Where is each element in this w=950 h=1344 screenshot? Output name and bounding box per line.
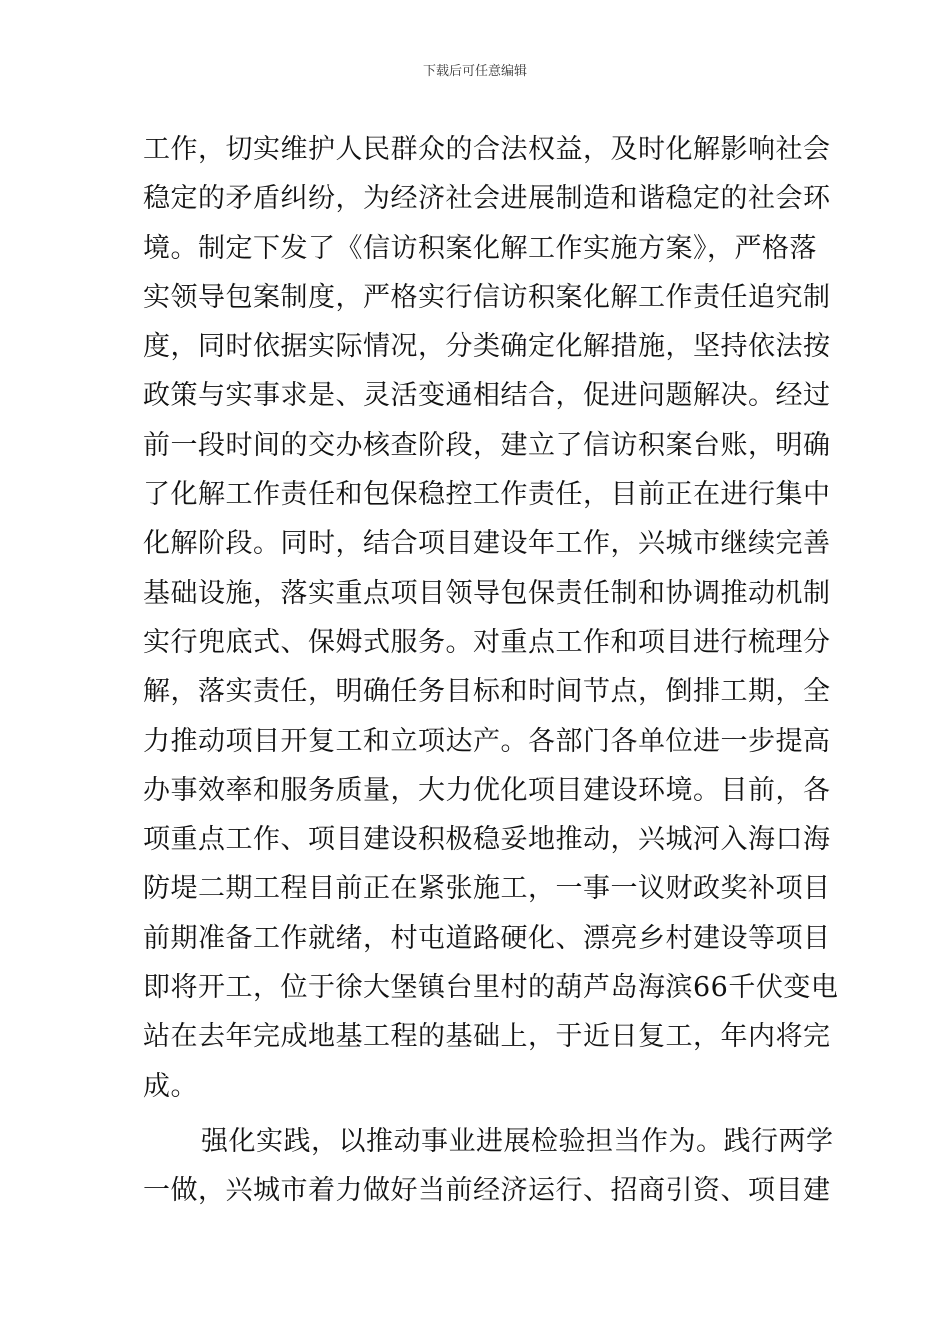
paragraph-1-line: 工作，切实维护人民群众的合法权益，及时化解影响社会 — [143, 134, 831, 165]
paragraph-1-line: 解，落实责任，明确任务目标和时间节点，倒排工期，全 — [143, 676, 831, 708]
paragraph-1-line: 力推动项目开复工和立项达产。各部门各单位进一步提高 — [143, 725, 831, 757]
paragraph-1-line: 办事效率和服务质量，大力优化项目建设环境。目前，各 — [143, 774, 831, 806]
paragraph-1-line: 实行兜底式、保姆式服务。对重点工作和项目进行梳理分 — [143, 626, 831, 658]
paragraph-1-line: 度，同时依据实际情况，分类确定化解措施，坚持依法按 — [143, 331, 831, 363]
paragraph-1-line: 即将开工，位于徐大堡镇台里村的葫芦岛海滨66千伏变电 — [143, 972, 839, 1004]
paragraph-1-line: 了化解工作责任和包保稳控工作责任，目前正在进行集中 — [143, 479, 831, 511]
paragraph-1-line: 成。 — [143, 1070, 198, 1102]
paragraph-2-line: 强化实践，以推动事业进展检验担当作为。践行两学 — [201, 1125, 834, 1157]
paragraph-1-line: 境。制定下发了《信访积案化解工作实施方案》，严格落 — [143, 232, 817, 264]
paragraph-1-line: 站在去年完成地基工程的基础上，于近日复工，年内将完 — [143, 1021, 831, 1053]
paragraph-2-line: 一做，兴城市着力做好当前经济运行、招商引资、项目建 — [143, 1175, 831, 1207]
paragraph-1-line: 政策与实事求是、灵活变通相结合，促进问题解决。经过 — [143, 380, 831, 412]
paragraph-1-line: 前一段时间的交办核查阶段，建立了信访积案台账，明确 — [143, 429, 831, 461]
paragraph-1-line: 实领导包案制度，严格实行信访积案化解工作责任追究制 — [143, 281, 831, 313]
document-body — [143, 125, 839, 1216]
paragraph-1-line: 稳定的矛盾纠纷，为经济社会进展制造和谐稳定的社会环 — [143, 183, 831, 215]
paragraph-1-line: 项重点工作、项目建设积极稳妥地推动，兴城河入海口海 — [143, 824, 831, 856]
paragraph-1-line: 防堤二期工程目前正在紧张施工，一事一议财政奖补项目 — [143, 873, 831, 905]
paragraph-1-line: 基础设施，落实重点项目领导包保责任制和协调推动机制 — [143, 577, 831, 609]
page-header: 下载后可任意编辑 — [422, 64, 527, 79]
paragraph-1-line: 前期准备工作就绪，村屯道路硬化、漂亮乡村建设等项目 — [143, 922, 831, 954]
paragraph-1-line: 化解阶段。同时，结合项目建设年工作，兴城市继续完善 — [143, 528, 831, 560]
